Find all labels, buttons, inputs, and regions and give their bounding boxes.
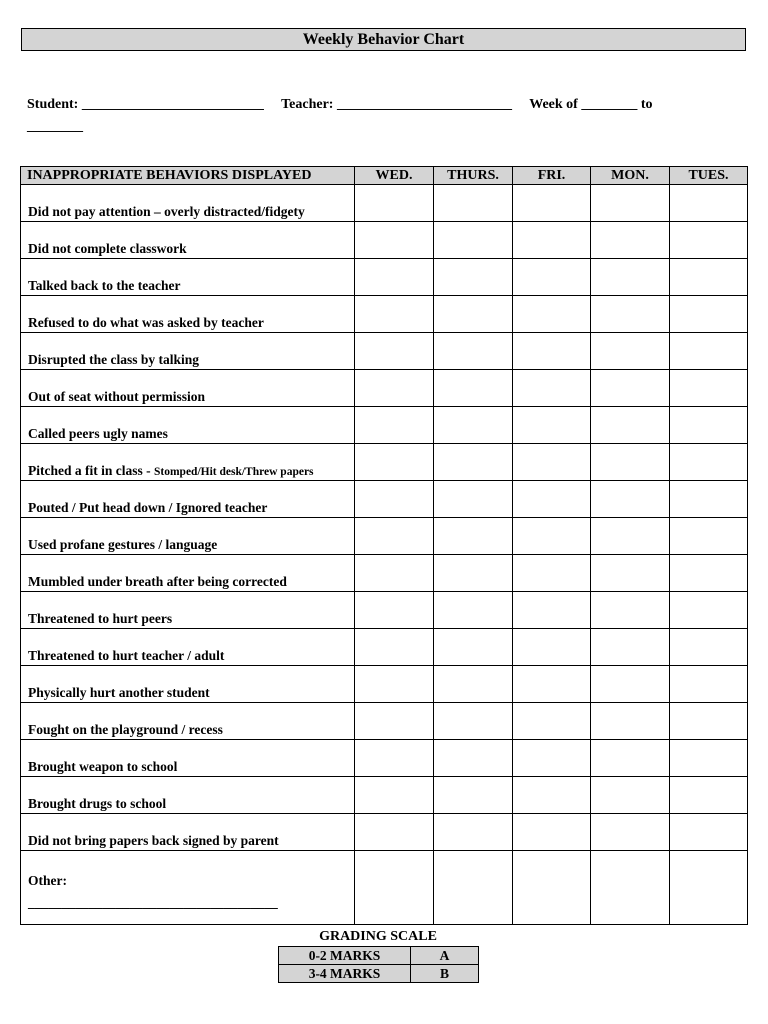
mark-cell[interactable] — [591, 407, 670, 444]
mark-cell[interactable] — [513, 222, 591, 259]
mark-cell[interactable] — [670, 296, 748, 333]
mark-cell[interactable] — [670, 592, 748, 629]
table-row — [21, 370, 748, 407]
behavior-label — [21, 407, 355, 444]
mark-cell[interactable] — [591, 259, 670, 296]
table-row-other — [21, 851, 748, 925]
mark-cell[interactable] — [591, 629, 670, 666]
behavior-text: Physically hurt another student — [28, 685, 210, 700]
mark-cell[interactable] — [513, 185, 591, 222]
grading-marks: 0-2 MARKS — [279, 947, 411, 965]
mark-cell[interactable] — [513, 296, 591, 333]
mark-cell[interactable] — [670, 666, 748, 703]
mark-cell[interactable] — [434, 814, 513, 851]
mark-cell[interactable] — [434, 777, 513, 814]
mark-cell[interactable] — [591, 481, 670, 518]
grading-scale-title: GRADING SCALE — [319, 929, 437, 944]
mark-cell[interactable] — [355, 222, 434, 259]
mark-cell[interactable] — [513, 259, 591, 296]
mark-cell[interactable] — [434, 555, 513, 592]
mark-cell[interactable] — [513, 555, 591, 592]
mark-cell[interactable] — [591, 703, 670, 740]
behavior-label — [21, 666, 355, 703]
table-row — [21, 629, 748, 666]
mark-cell[interactable] — [355, 444, 434, 481]
mark-cell[interactable] — [355, 518, 434, 555]
behavior-label — [21, 185, 355, 222]
mark-cell[interactable] — [355, 333, 434, 370]
mark-cell[interactable] — [355, 296, 434, 333]
student-field[interactable]: __________________________ — [81, 97, 264, 112]
mark-cell[interactable] — [670, 222, 748, 259]
mark-cell[interactable] — [670, 851, 748, 925]
mark-cell[interactable] — [591, 444, 670, 481]
mark-cell[interactable] — [670, 814, 748, 851]
behavior-label — [21, 222, 355, 259]
behavior-label — [21, 481, 355, 518]
behavior-label — [21, 296, 355, 333]
mark-cell[interactable] — [670, 555, 748, 592]
week-end-field[interactable]: ________ — [27, 119, 83, 134]
teacher-label: Teacher: — [281, 97, 334, 112]
table-row — [21, 555, 748, 592]
mark-cell[interactable] — [670, 777, 748, 814]
mark-cell[interactable] — [591, 814, 670, 851]
mark-cell[interactable] — [513, 666, 591, 703]
mark-cell[interactable] — [355, 259, 434, 296]
behavior-text: Did not pay attention – overly distracted/fidgety — [28, 204, 305, 219]
table-row — [21, 814, 748, 851]
student-label: Student: — [27, 97, 79, 112]
mark-cell[interactable] — [591, 555, 670, 592]
mark-cell[interactable] — [355, 814, 434, 851]
day-header-fri: FRI. — [513, 167, 591, 185]
grading-grade: A — [411, 947, 479, 965]
mark-cell[interactable] — [591, 592, 670, 629]
table-row — [21, 444, 748, 481]
table-row — [21, 703, 748, 740]
behavior-text: Pouted / Put head down / Ignored teacher — [28, 500, 268, 515]
behavior-text: Mumbled under breath after being corrected — [28, 574, 287, 589]
mark-cell[interactable] — [434, 481, 513, 518]
mark-cell[interactable] — [513, 592, 591, 629]
table-row — [21, 740, 748, 777]
mark-cell[interactable] — [591, 222, 670, 259]
mark-cell[interactable] — [591, 666, 670, 703]
grading-marks: 3-4 MARKS — [279, 965, 411, 983]
mark-cell[interactable] — [513, 333, 591, 370]
behavior-text: Out of seat without permission — [28, 389, 206, 404]
mark-cell[interactable] — [513, 370, 591, 407]
behavior-label — [21, 592, 355, 629]
behavior-note: Stomped/Hit desk/Threw papers — [154, 466, 314, 478]
other-text: Other: — [28, 873, 67, 888]
behavior-label — [21, 814, 355, 851]
teacher-field[interactable]: _________________________ — [336, 97, 512, 112]
table-row — [21, 185, 748, 222]
behavior-text: Disrupted the class by talking — [28, 352, 200, 367]
mark-cell[interactable] — [513, 851, 591, 925]
mark-cell[interactable] — [355, 555, 434, 592]
mark-cell[interactable] — [355, 407, 434, 444]
mark-cell[interactable] — [355, 740, 434, 777]
behavior-text: Fought on the playground / recess — [28, 722, 223, 737]
behavior-label — [21, 555, 355, 592]
mark-cell[interactable] — [434, 185, 513, 222]
mark-cell[interactable] — [670, 259, 748, 296]
behavior-text: Threatened to hurt teacher / adult — [28, 648, 225, 663]
mark-cell[interactable] — [355, 481, 434, 518]
day-header-thurs: THURS. — [434, 167, 513, 185]
mark-cell[interactable] — [434, 518, 513, 555]
table-row — [21, 481, 748, 518]
mark-cell[interactable] — [670, 370, 748, 407]
table-row — [21, 518, 748, 555]
behavior-label — [21, 444, 355, 481]
behavior-label — [21, 629, 355, 666]
mark-cell[interactable] — [670, 703, 748, 740]
mark-cell[interactable] — [591, 518, 670, 555]
mark-cell[interactable] — [434, 703, 513, 740]
table-row — [21, 222, 748, 259]
mark-cell[interactable] — [434, 740, 513, 777]
mark-cell[interactable] — [434, 851, 513, 925]
mark-cell[interactable] — [355, 703, 434, 740]
behavior-text: Refused to do what was asked by teacher — [28, 315, 264, 330]
behavior-text: Talked back to the teacher — [28, 278, 181, 293]
mark-cell[interactable] — [355, 777, 434, 814]
mark-cell[interactable] — [591, 851, 670, 925]
mark-cell[interactable] — [355, 370, 434, 407]
behavior-table — [20, 166, 748, 925]
behavior-label — [21, 703, 355, 740]
other-field[interactable]: _____________________________________ — [28, 895, 278, 910]
table-row — [21, 407, 748, 444]
grading-grade: B — [411, 965, 479, 983]
mark-cell[interactable] — [591, 777, 670, 814]
mark-cell[interactable] — [434, 296, 513, 333]
table-header-row — [21, 167, 748, 185]
behavior-label — [21, 777, 355, 814]
mark-cell[interactable] — [513, 740, 591, 777]
behavior-text: Did not complete classwork — [28, 241, 187, 256]
mark-cell[interactable] — [434, 629, 513, 666]
day-header-wed: WED. — [355, 167, 434, 185]
day-header-tues: TUES. — [670, 167, 748, 185]
to-label: to — [640, 97, 653, 112]
mark-cell[interactable] — [513, 444, 591, 481]
table-row — [21, 296, 748, 333]
behavior-text: Pitched a fit in class - — [28, 463, 154, 478]
mark-cell[interactable] — [670, 740, 748, 777]
mark-cell[interactable] — [513, 777, 591, 814]
mark-cell[interactable] — [434, 259, 513, 296]
mark-cell[interactable] — [355, 592, 434, 629]
mark-cell[interactable] — [591, 740, 670, 777]
mark-cell[interactable] — [434, 407, 513, 444]
mark-cell[interactable] — [513, 407, 591, 444]
table-row — [21, 666, 748, 703]
mark-cell[interactable] — [513, 629, 591, 666]
behavior-text: Did not bring papers back signed by parent — [28, 833, 279, 848]
mark-cell[interactable] — [513, 703, 591, 740]
mark-cell[interactable] — [591, 370, 670, 407]
mark-cell[interactable] — [434, 444, 513, 481]
mark-cell[interactable] — [670, 481, 748, 518]
mark-cell[interactable] — [591, 296, 670, 333]
mark-cell[interactable] — [670, 444, 748, 481]
behavior-text: Used profane gestures / language — [28, 537, 218, 552]
week-start-field[interactable]: ________ — [581, 97, 638, 112]
behavior-label — [21, 370, 355, 407]
behavior-label — [21, 518, 355, 555]
mark-cell[interactable] — [591, 333, 670, 370]
table-row — [21, 259, 748, 296]
behavior-text: Called peers ugly names — [28, 426, 168, 441]
student-info — [27, 94, 737, 138]
grading-row — [279, 947, 479, 965]
mark-cell[interactable] — [670, 407, 748, 444]
table-row — [21, 333, 748, 370]
week-label: Week of — [529, 97, 578, 112]
behavior-label — [21, 259, 355, 296]
mark-cell[interactable] — [591, 185, 670, 222]
mark-cell[interactable] — [434, 222, 513, 259]
behavior-text: Threatened to hurt peers — [28, 611, 173, 626]
table-row — [21, 592, 748, 629]
mark-cell[interactable] — [434, 333, 513, 370]
mark-cell[interactable] — [355, 185, 434, 222]
grading-row — [279, 965, 479, 983]
mark-cell[interactable] — [434, 370, 513, 407]
mark-cell[interactable] — [513, 518, 591, 555]
mark-cell[interactable] — [670, 629, 748, 666]
behavior-text: Brought weapon to school — [28, 759, 178, 774]
page-title: Weekly Behavior Chart — [21, 28, 746, 51]
mark-cell[interactable] — [670, 518, 748, 555]
mark-cell[interactable] — [434, 666, 513, 703]
mark-cell[interactable] — [434, 592, 513, 629]
mark-cell[interactable] — [513, 481, 591, 518]
other-label — [21, 851, 355, 925]
mark-cell[interactable] — [355, 666, 434, 703]
day-header-mon: MON. — [591, 167, 670, 185]
grading-scale-table — [278, 946, 479, 983]
behavior-label — [21, 740, 355, 777]
mark-cell[interactable] — [513, 814, 591, 851]
mark-cell[interactable] — [670, 185, 748, 222]
behavior-label — [21, 333, 355, 370]
mark-cell[interactable] — [355, 629, 434, 666]
behaviors-header: INAPPROPRIATE BEHAVIORS DISPLAYED — [21, 167, 355, 185]
behavior-text: Brought drugs to school — [28, 796, 167, 811]
mark-cell[interactable] — [355, 851, 434, 925]
mark-cell[interactable] — [670, 333, 748, 370]
table-row — [21, 777, 748, 814]
